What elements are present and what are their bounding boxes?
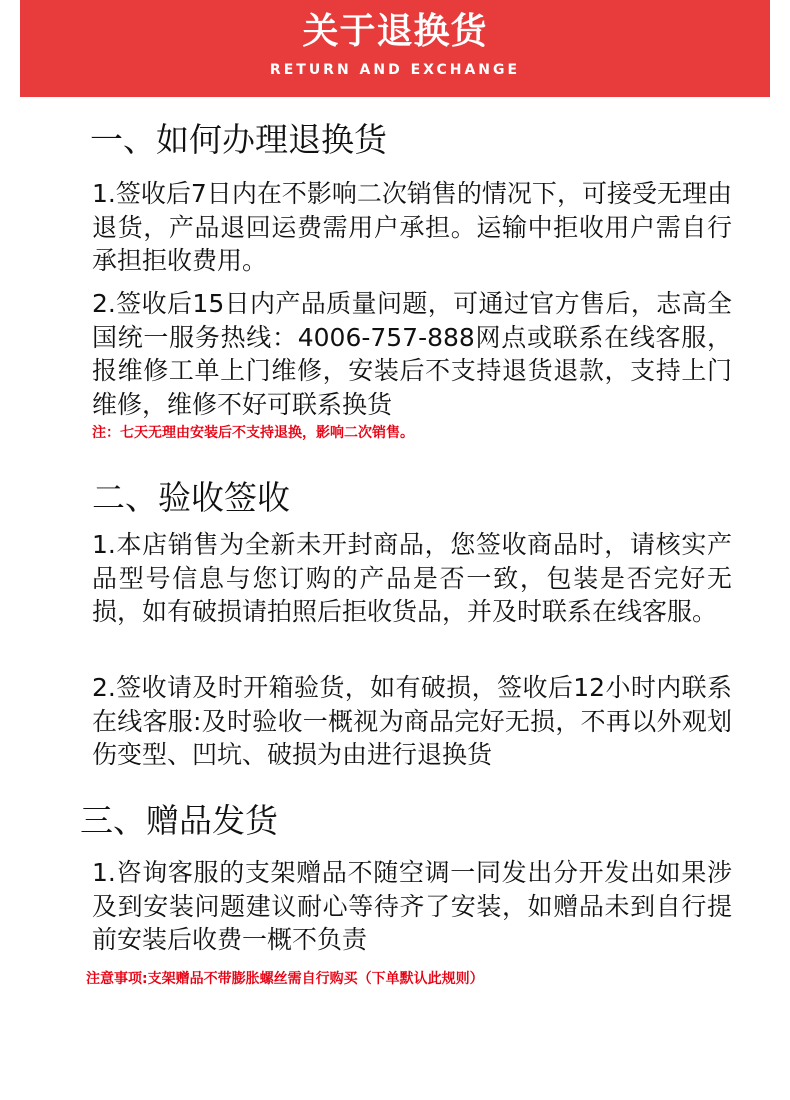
section-paragraph: 1.签收后7日内在不影响二次销售的情况下，可接受无理由退货，产品退回运费需用户承担。运输中拒收用户需自行承担拒收费用。 (92, 179, 732, 275)
section-paragraph: 2.签收请及时开箱验货，如有破损，签收后12小时内联系在线客服:及时验收一概视为商品完好无损，不再以外观划伤变型、凹坑、破损为由进行退换货 (92, 673, 732, 769)
section-paragraph: 1.咨询客服的支架赠品不随空调一同发出分开发出如果涉及到安装问题建议耐心等待齐了安装，如赠品未到自行提前安装后收费一概不负责 (92, 858, 732, 954)
section-heading-return-process: 一、如何办理退换货 (90, 120, 387, 159)
section-heading-gift-shipping: 三、赠品发货 (80, 801, 278, 840)
section-paragraph: 2.签收后15日内产品质量问题，可通过官方售后，志高全国统一服务热线：4006-757-888网点或联系在线客服，报维修工单上门维修，安装后不支持退货退款，支持上门维修，维修不好可联系换货 (92, 289, 732, 419)
page-subtitle: RETURN AND EXCHANGE (269, 62, 521, 78)
section-note: 注：七天无理由安装后不支持退换，影响二次销售。 (92, 425, 414, 441)
header-banner (20, 0, 770, 97)
section-paragraph: 1.本店销售为全新未开封商品，您签收商品时，请核实产品型号信息与您订购的产品是否一致，包装是否完好无损，如有破损请拍照后拒收货品，并及时联系在线客服。 (92, 530, 732, 626)
section-note: 注意事项:支架赠品不带膨胀螺丝需自行购买（下单默认此规则） (86, 971, 484, 987)
page-title: 关于退换货 (302, 11, 488, 52)
section-heading-inspection: 二、验收签收 (92, 478, 290, 517)
